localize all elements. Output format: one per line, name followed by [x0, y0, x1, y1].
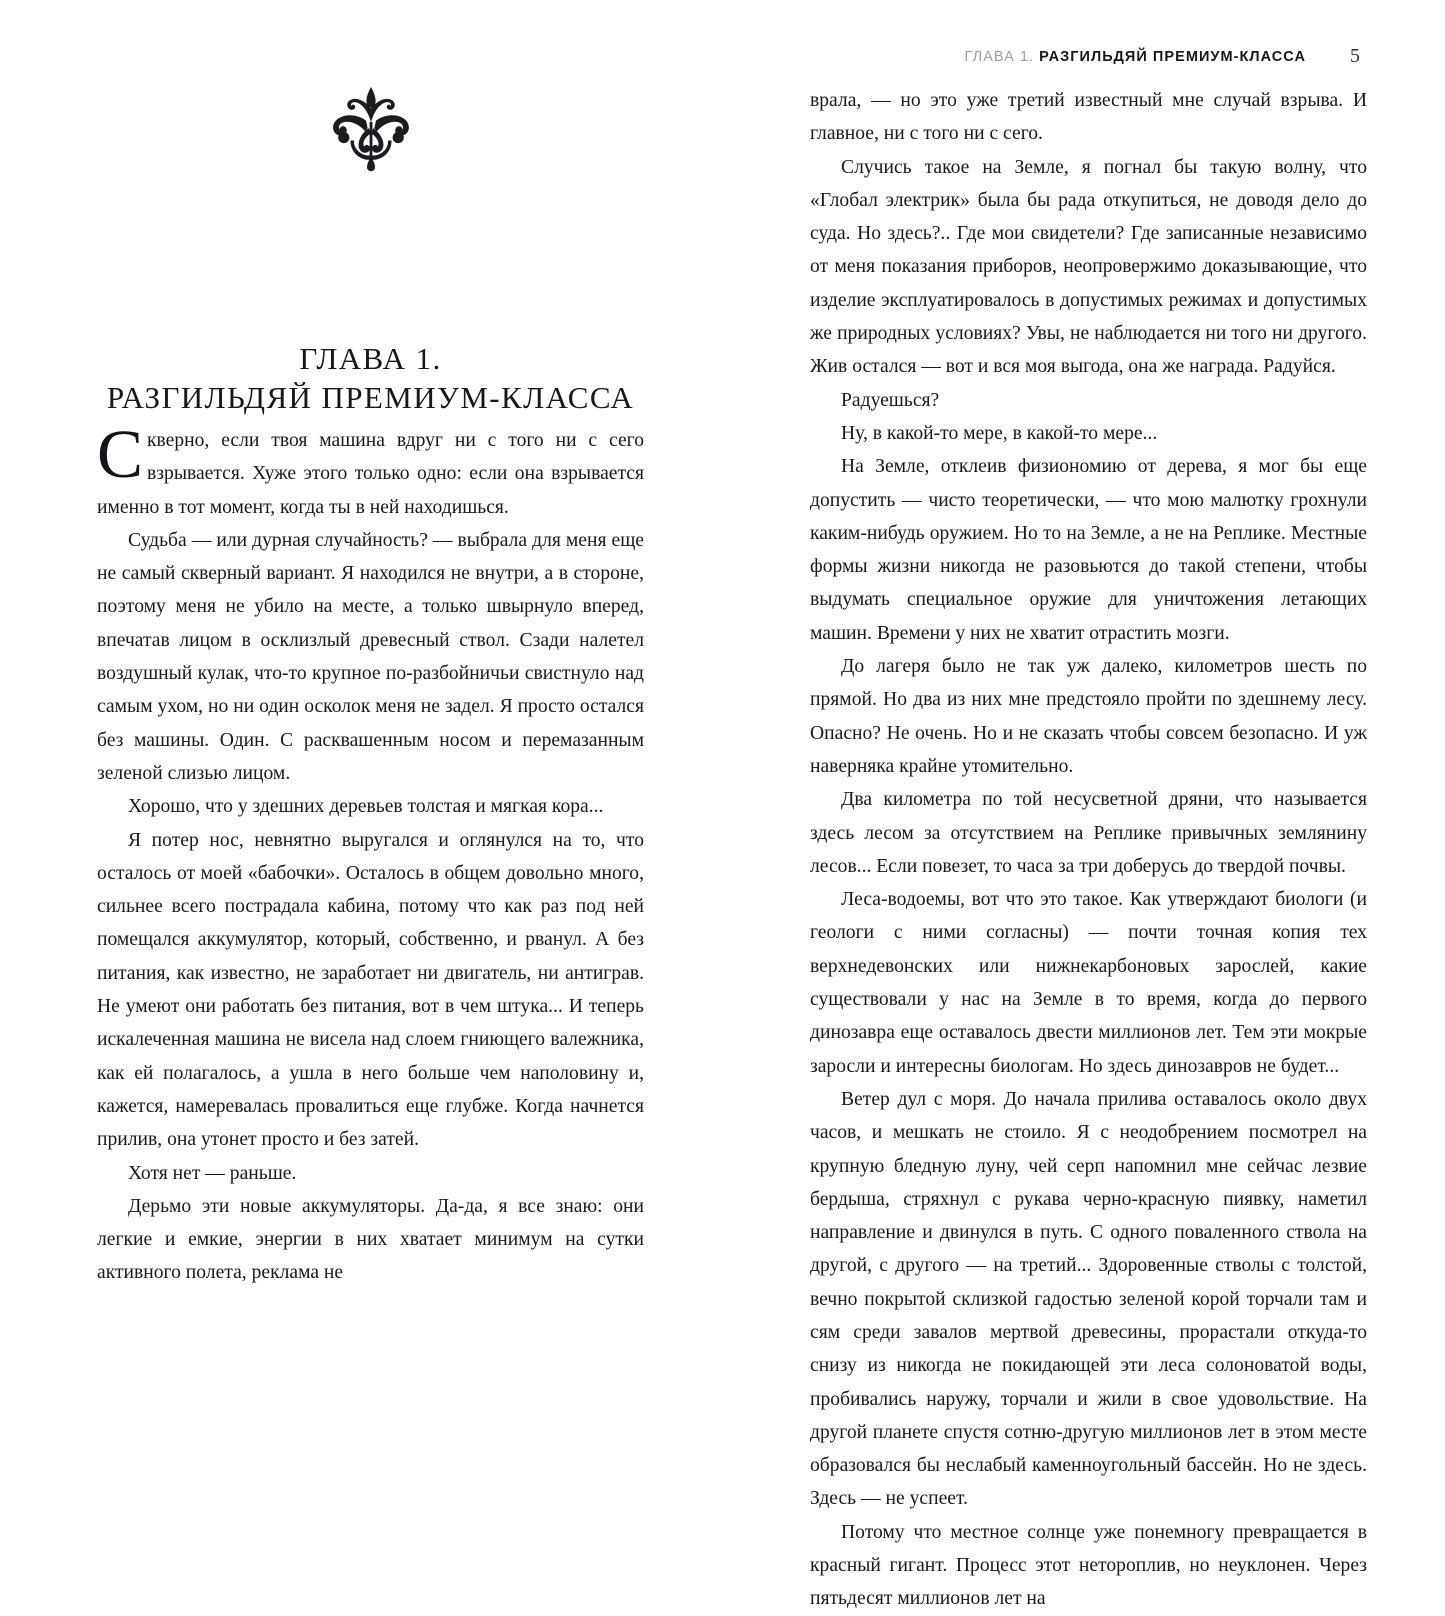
paragraph: Хотя нет — раньше.	[128, 1162, 297, 1184]
chapter-heading-line-2: РАЗГИЛЬДЯЙ ПРЕМИУМ-КЛАССА	[106, 380, 635, 415]
running-head-chapter-label: ГЛАВА 1.	[964, 49, 1035, 65]
drop-cap: С	[97, 416, 144, 492]
ornament-block	[97, 84, 644, 172]
paragraph: Ветер дул с моря. До начала прилива оставалось около двух часов, и мешкать не стоило. Я с неодобрением посмотрел на крупную бледную луну, чей серп напомнил мне сейчас лезвие бердыша, стряхнул с рукава черно-красную пиявку, наметил направление и двинулся в путь. С одного поваленного ствола на другой, с другого — на третий... Здоровенные стволы с толстой, вечно покрытой склизкой гадостью зеленой корой торчали там и сям среди завалов мертвой древесины, прорастали откуда-то снизу из никогда не покидающей эти леса солоноватой воды, пробивались наружу, торчали и жили в свое удовольствие. На другой планете спустя сотню-другую миллионов лет в этом месте образовался бы неслабый каменноугольный бассейн. Но не здесь. Здесь — не успеет.	[810, 1088, 1367, 1510]
page-number: 5	[1350, 45, 1360, 67]
running-head	[0, 44, 1445, 72]
paragraph: Дерьмо эти новые аккумуляторы. Да-да, я все знаю: они легкие и емкие, энергии в них хватает минимум на сутки активного полета, реклама не	[97, 1195, 644, 1284]
paragraph: Я потер нос, невнятно выругался и оглянулся на то, что осталось от моей «бабочки». Осталось в общем довольно много, сильнее всего пострадала кабина, потому что как раз под ней помещался аккумулятор, который, собственно, и рванул. А без питания, как известно, не заработает ни двигатель, ни антиграв. Не умеют они работать без питания, вот в чем штука... И теперь искалеченная машина не висела над слоем гниющего валежника, как ей полагалось, а ушла в него больше чем наполовину и, кажется, намеревалась провалиться еще глубже. Когда начнется прилив, она утонет просто и без затей.	[97, 829, 644, 1151]
running-head-inner	[965, 44, 1360, 67]
paragraph: Потому что местное солнце уже понемногу превращается в красный гигант. Процесс этот нетороплив, но неуклонен. Через пятьдесят миллионов лет на	[810, 1521, 1367, 1610]
paragraph: Судьба — или дурная случайность? — выбрала для меня еще не самый скверный вариант. Я находился не внутри, а в стороне, поэтому меня не убило на месте, а только швырнуло вперед, впечатав лицом в осклизлый древесный ствол. Сзади налетел воздушный кулак, что-то крупное по-разбойничьи свистнуло над самым ухом, но ни один осколок меня не задел. Я просто остался без машины. Один. С расквашенным носом и перемазанным зеленой слизью лицом.	[97, 529, 644, 784]
paragraph: Хорошо, что у здешних деревьев толстая и мягкая кора...	[128, 796, 604, 818]
left-column	[97, 416, 644, 1290]
paragraph: На Земле, отклеив физиономию от дерева, я мог бы еще допустить — чисто теоретически, — что мою малютку грохнули каким-нибудь оружием. Но то на Земле, а не на Реплике. Местные формы жизни никогда не разовьются до такой степени, чтобы выдумать специальное оружие для уничтожения летающих машин. Времени у них не хватит отрастить мозги.	[810, 456, 1367, 644]
paragraph-opening	[97, 416, 644, 524]
paragraph-continuation: врала, — но это уже третий известный мне случай взрыва. И главное, ни с того ни с сего.	[810, 90, 1367, 145]
paragraph: Радуешься?	[841, 389, 940, 411]
paragraph: Леса-водоемы, вот что это такое. Как утверждают биологи (и геологи с ними согласны) — почти точная копия тех верхнедевонских или нижнекарбоновых зарослей, какие существовали у нас на Земле в то время, когда до первого динозавра еще оставалось двести миллионов лет. Тем эти мокрые заросли и интересны биологам. Но здесь динозавров не будет...	[810, 889, 1367, 1077]
damask-fleuron-icon	[319, 159, 423, 176]
paragraph: Случись такое на Земле, я погнал бы такую волну, что «Глобал электрик» была бы рада откупиться, не доводя дело до суда. Но здесь?.. Где мои свидетели? Где записанные независимо от меня показания приборов, неопровержимо доказывающие, что изделие эксплуатировалось в допустимых режимах и допустимых же природных условиях? Увы, не наблюдается ни того ни другого. Жив остался — вот и вся моя выгода, она же награда. Радуйся.	[810, 156, 1367, 378]
running-head-chapter-title: РАЗГИЛЬДЯЙ ПРЕМИУМ-КЛАССА	[1039, 49, 1306, 65]
paragraph-text: кверно, если твоя машина вдруг ни с того ни с сего взрывается. Хуже этого только одно: если она взрывается именно в тот момент, когда ты в ней находишься.	[97, 430, 644, 518]
chapter-heading	[97, 340, 644, 418]
paragraph: До лагеря было не так уж далеко, километров шесть по прямой. Но два из них мне предстояло пройти по здешнему лесу. Опасно? Не очень. Но и не сказать чтобы совсем безопасно. И уж наверняка крайне утомительно.	[810, 656, 1367, 777]
right-column	[810, 84, 1367, 1616]
paragraph: Ну, в какой-то мере, в какой-то мере...	[841, 422, 1158, 444]
chapter-heading-line-1: ГЛАВА 1.	[299, 341, 442, 376]
paragraph: Два километра по той несусветной дряни, что называется здесь лесом за отсутствием на Реплике привычных землянину лесов... Если повезет, то часа за три доберусь до твердой почвы.	[810, 789, 1367, 877]
